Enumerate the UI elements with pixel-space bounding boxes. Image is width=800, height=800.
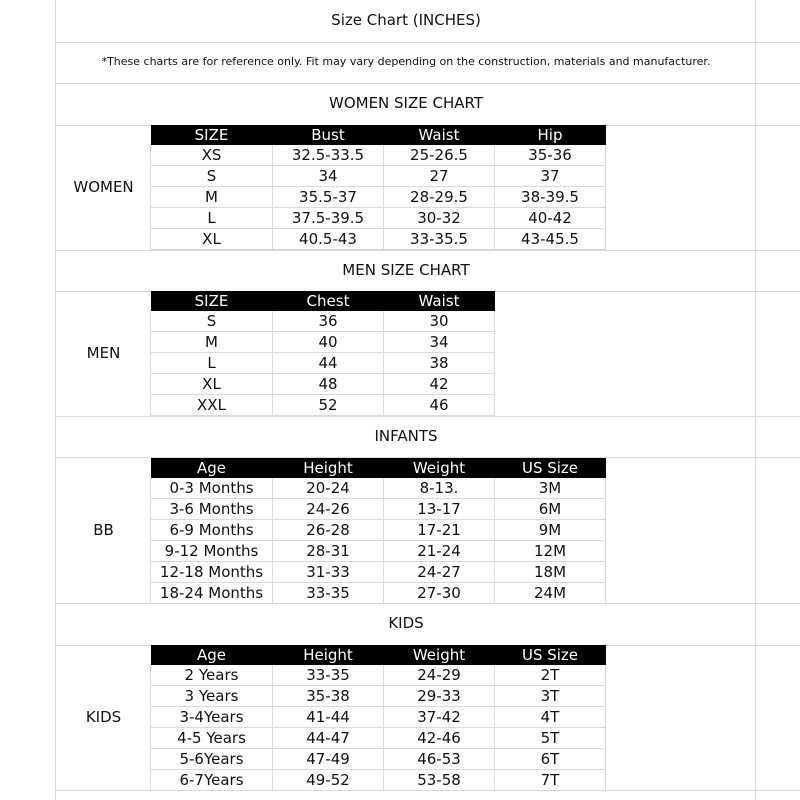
table-cell: 37-42 (384, 707, 495, 728)
women-side-label: WOMEN (73, 178, 134, 196)
table-cell: 35-36 (495, 145, 606, 166)
table-cell: 5T (495, 728, 606, 749)
column-header: Hip (495, 125, 606, 145)
divider (55, 42, 800, 43)
table-cell: 31-33 (273, 562, 384, 583)
table-cell: XS (151, 145, 273, 166)
table-cell: 44 (273, 353, 384, 374)
infants-side-label: BB (93, 521, 114, 539)
table-cell: M (151, 187, 273, 208)
table-cell: S (151, 311, 273, 332)
table-cell: 38-39.5 (495, 187, 606, 208)
table-cell: 38 (384, 353, 495, 374)
table-cell: 0-3 Months (151, 478, 273, 499)
table-row (151, 311, 495, 332)
divider (55, 250, 800, 251)
table-cell: 6M (495, 499, 606, 520)
column-header: Height (273, 458, 384, 478)
table-header-row (151, 125, 606, 145)
table-cell: 3-6 Months (151, 499, 273, 520)
column-header: US Size (495, 645, 606, 665)
page-title: Size Chart (INCHES) (331, 11, 481, 29)
table-cell: 6T (495, 749, 606, 770)
table-cell: 47-49 (273, 749, 384, 770)
table-row (151, 728, 606, 749)
kids-section-title: KIDS (388, 614, 424, 632)
table-cell: 7T (495, 770, 606, 791)
table-row (151, 187, 606, 208)
table-cell: 41-44 (273, 707, 384, 728)
table-row (151, 208, 606, 229)
kids-size-table (150, 645, 606, 791)
table-row (151, 478, 606, 499)
table-cell: 17-21 (384, 520, 495, 541)
table-row (151, 520, 606, 541)
table-cell: 44-47 (273, 728, 384, 749)
table-cell: 13-17 (384, 499, 495, 520)
table-cell: S (151, 166, 273, 187)
table-cell: 27 (384, 166, 495, 187)
table-row (151, 229, 606, 250)
column-header: Waist (384, 291, 495, 311)
table-cell: 6-9 Months (151, 520, 273, 541)
table-cell: 42-46 (384, 728, 495, 749)
table-cell: 24-26 (273, 499, 384, 520)
table-cell: XXL (151, 395, 273, 416)
table-cell: 33-35 (273, 665, 384, 686)
table-cell: 3-4Years (151, 707, 273, 728)
men-side-label: MEN (86, 344, 121, 362)
table-row (151, 374, 495, 395)
column-header: Height (273, 645, 384, 665)
table-cell: 43-45.5 (495, 229, 606, 250)
table-cell: 29-33 (384, 686, 495, 707)
table-cell: 34 (384, 332, 495, 353)
column-header: Age (151, 645, 273, 665)
table-cell: 46 (384, 395, 495, 416)
table-cell: 40-42 (495, 208, 606, 229)
table-cell: 24-27 (384, 562, 495, 583)
table-cell: 53-58 (384, 770, 495, 791)
kids-side-label: KIDS (85, 708, 122, 726)
table-cell: 4-5 Years (151, 728, 273, 749)
table-row (151, 395, 495, 416)
table-cell: 2T (495, 665, 606, 686)
table-cell: 3M (495, 478, 606, 499)
table-cell: L (151, 208, 273, 229)
table-row (151, 332, 495, 353)
table-cell: 49-52 (273, 770, 384, 791)
table-cell: 8-13. (384, 478, 495, 499)
table-row (151, 749, 606, 770)
column-header: Chest (273, 291, 384, 311)
men-section-title: MEN SIZE CHART (342, 261, 470, 279)
table-cell: 6-7Years (151, 770, 273, 791)
table-cell: 3T (495, 686, 606, 707)
table-cell: 9-12 Months (151, 541, 273, 562)
table-cell: 30-32 (384, 208, 495, 229)
table-cell: 25-26.5 (384, 145, 495, 166)
table-cell: 42 (384, 374, 495, 395)
table-cell: M (151, 332, 273, 353)
table-cell: 21-24 (384, 541, 495, 562)
table-cell: 12M (495, 541, 606, 562)
table-cell: 35.5-37 (273, 187, 384, 208)
table-cell: 33-35 (273, 583, 384, 604)
table-cell: 30 (384, 311, 495, 332)
table-cell: 4T (495, 707, 606, 728)
table-cell: XL (151, 229, 273, 250)
column-header: SIZE (151, 125, 273, 145)
column-header: SIZE (151, 291, 273, 311)
table-row (151, 665, 606, 686)
table-header-row (151, 291, 495, 311)
table-cell: 33-35.5 (384, 229, 495, 250)
column-header: Waist (384, 125, 495, 145)
table-cell: 34 (273, 166, 384, 187)
table-row (151, 145, 606, 166)
table-row (151, 583, 606, 604)
table-cell: 37 (495, 166, 606, 187)
table-cell: 24M (495, 583, 606, 604)
divider (55, 83, 800, 84)
table-cell: 20-24 (273, 478, 384, 499)
table-header-row (151, 645, 606, 665)
table-cell: 40 (273, 332, 384, 353)
table-cell: 3 Years (151, 686, 273, 707)
table-row (151, 562, 606, 583)
column-header: Weight (384, 645, 495, 665)
table-cell: 18M (495, 562, 606, 583)
table-cell: 2 Years (151, 665, 273, 686)
table-row (151, 707, 606, 728)
divider (55, 416, 800, 417)
table-cell: 27-30 (384, 583, 495, 604)
column-header: US Size (495, 458, 606, 478)
table-cell: L (151, 353, 273, 374)
table-cell: 46-53 (384, 749, 495, 770)
table-cell: 28-31 (273, 541, 384, 562)
table-cell: 52 (273, 395, 384, 416)
table-cell: 24-29 (384, 665, 495, 686)
infants-size-table (150, 458, 606, 604)
table-cell: 26-28 (273, 520, 384, 541)
table-row (151, 770, 606, 791)
table-row (151, 166, 606, 187)
women-section-title: WOMEN SIZE CHART (328, 94, 484, 112)
column-header: Weight (384, 458, 495, 478)
table-cell: 5-6Years (151, 749, 273, 770)
men-size-table (150, 291, 495, 416)
table-row (151, 686, 606, 707)
women-size-table (150, 125, 606, 250)
table-cell: 28-29.5 (384, 187, 495, 208)
table-cell: 12-18 Months (151, 562, 273, 583)
table-row (151, 541, 606, 562)
table-row (151, 353, 495, 374)
table-cell: 35-38 (273, 686, 384, 707)
table-cell: 36 (273, 311, 384, 332)
column-header: Bust (273, 125, 384, 145)
table-header-row (151, 458, 606, 478)
table-cell: 37.5-39.5 (273, 208, 384, 229)
table-row (151, 499, 606, 520)
table-cell: 9M (495, 520, 606, 541)
column-header: Age (151, 458, 273, 478)
table-cell: 32.5-33.5 (273, 145, 384, 166)
table-cell: 48 (273, 374, 384, 395)
table-cell: XL (151, 374, 273, 395)
infants-section-title: INFANTS (374, 427, 438, 445)
table-cell: 18-24 Months (151, 583, 273, 604)
table-cell: 40.5-43 (273, 229, 384, 250)
reference-note: *These charts are for reference only. Fit may vary depending on the construction, materials and manufacturer. (101, 55, 711, 68)
